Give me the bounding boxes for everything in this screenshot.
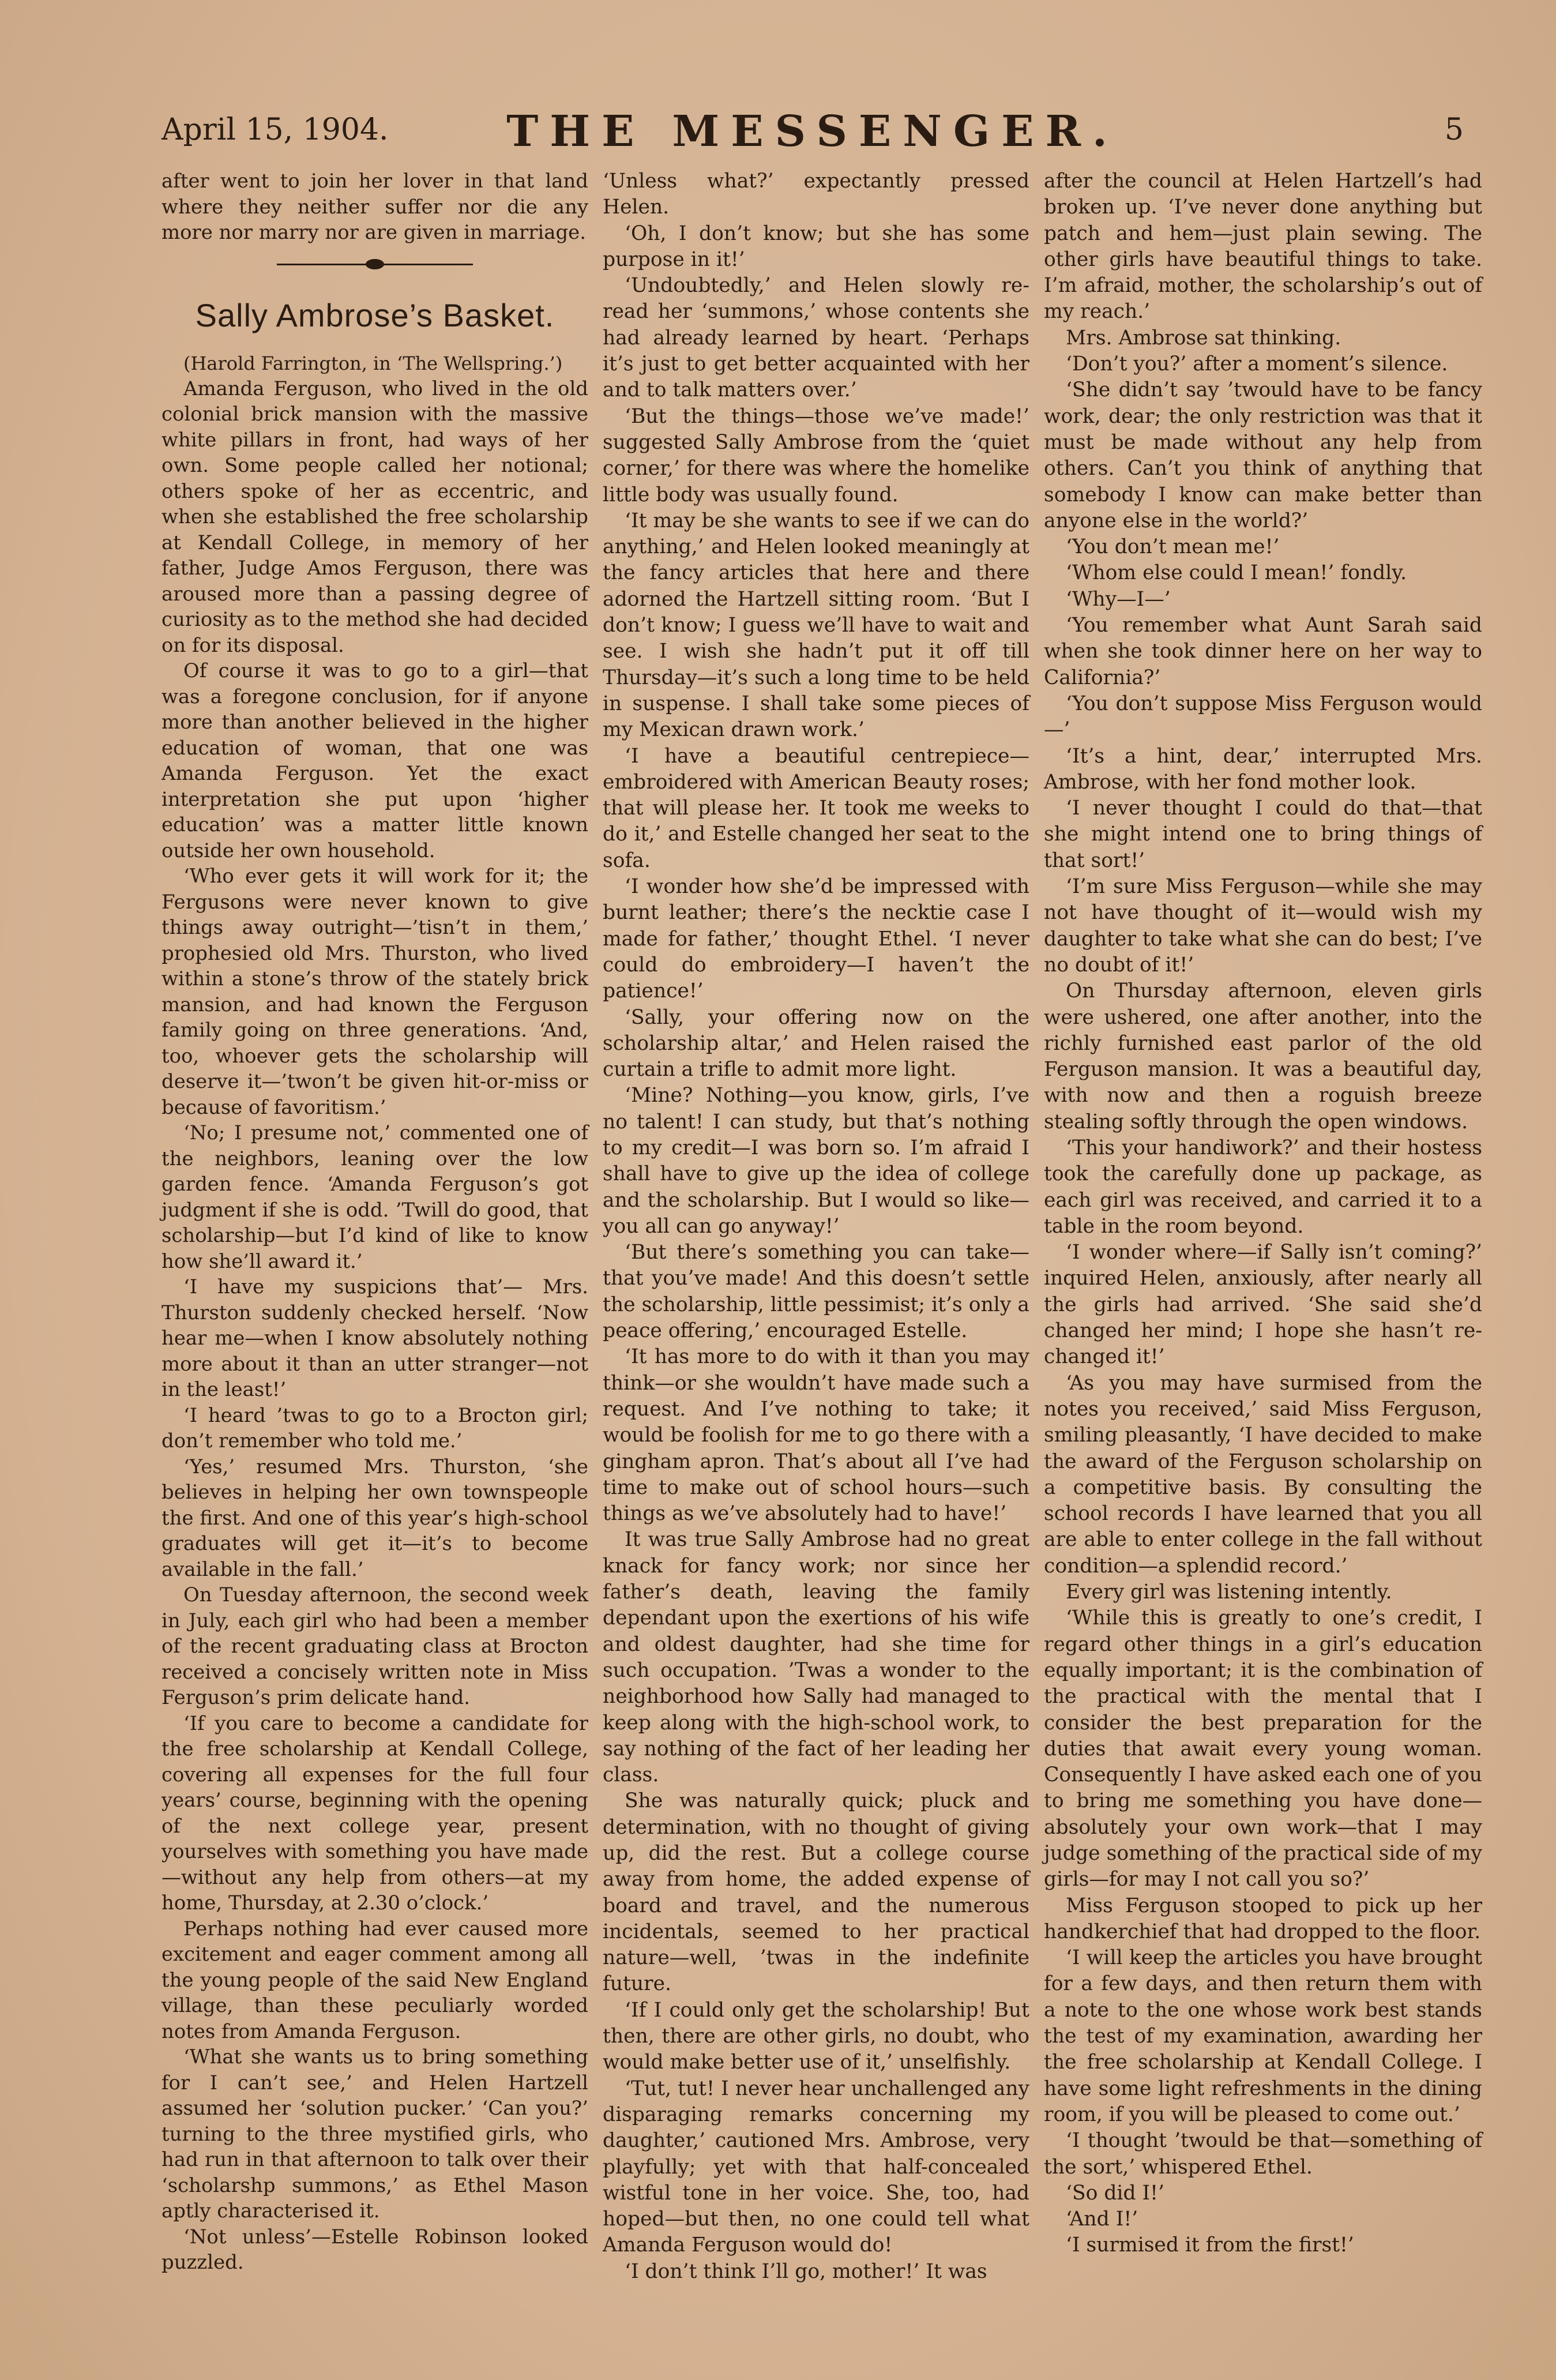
page-number: 5	[1444, 112, 1464, 147]
paragraph: Amanda Ferguson, who lived in the old colonial brick mansion with the massive white pillars in front, had ways of her own. Some people called her notional; others spoke of her as eccentric, and when she established the free scholarship at Kendall College, in memory of her father, Judge Amos Ferguson, there was aroused more than a passing degree of curiosity as to the method she had decided on for its disposal.	[161, 377, 588, 656]
masthead	[161, 107, 1464, 159]
paragraph: Miss Ferguson stooped to pick up her handkerchief that had dropped to the floor.	[1044, 1894, 1482, 1943]
paragraph: ‘It may be she wants to see if we can do anything,’ and Helen looked meaningly at the fancy articles that here and there adorned the Hartzell sitting room. ‘But I don’t know; I guess we’ll have to wait and see. I wish she hadn’t put it off till Thursday—it’s such a long time to be held in suspense. I shall take some pieces of my Mexican drawn work.’	[603, 509, 1029, 742]
paragraph: after the council at Helen Hartzell’s had broken up. ‘I’ve never done anything but patch and hem—just plain sewing. The other girls have beautiful things to take. I’m afraid, mother, the scholarship’s out of my reach.’	[1044, 170, 1482, 324]
paragraph: ‘Sally, your offering now on the scholarship altar,’ and Helen raised the curtain a trifle to admit more light.	[603, 1005, 1029, 1082]
paragraph: ‘This your handiwork?’ and their hostess took the carefully done up package, as each girl was received, and carried it to a table in the room beyond.	[1044, 1136, 1482, 1238]
paragraph: ‘She didn’t say ’twould have to be fancy work, dear; the only restriction was that it must be made without any help from others. Can’t you think of anything that somebody I know can make better than anyone else in the world?’	[1044, 378, 1482, 532]
paragraph: She was naturally quick; pluck and determination, with no thought of giving up, did the rest. But a college course away from home, the added expense of board and travel, and the numerous incidentals, seemed to her practical nature—well, ’twas in the indefinite future.	[603, 1789, 1029, 1996]
paragraph: ‘I will keep the articles you have brought for a few days, and then return them with a note to the one whose work best stands the test of my examination, awarding her the free scholarship at Kendall College. I have some light refreshments in the dining room, if you will be pleased to come out.’	[1044, 1946, 1482, 2126]
paragraph: ‘I’m sure Miss Ferguson—while she may not have thought of it—would wish my daughter to take what she can do best; I’ve no doubt of it!’	[1044, 875, 1482, 977]
paragraph: It was true Sally Ambrose had no great knack for fancy work; nor since her father’s death, leaving the family dependant upon the exertions of his wife and oldest daughter, had she time for such occupation. ’Twas a wonder to the neighborhood how Sally had managed to keep along with the high-school work, to say nothing of the fact of her leading her class.	[603, 1528, 1029, 1787]
paragraph: ‘Mine? Nothing—you know, girls, I’ve no talent! I can study, but that’s nothing to my credit—I was born so. I’m afraid I shall have to give up the idea of college and the scholarship. But I would so like—you all can go anyway!’	[603, 1084, 1029, 1238]
paragraph: ‘You don’t mean me!’	[1066, 535, 1280, 559]
paragraph: ‘So did I!’	[1066, 2181, 1164, 2205]
paragraph: ‘I never thought I could do that—that she might intend one to bring things of that sort!’	[1044, 797, 1482, 872]
paragraph: ‘No; I presume not,’ commented one of the neighbors, leaning over the low garden fence. ‘Amanda Ferguson’s got judgment if she is odd. ’Twill do good, that scholarship—but I’d kind of like to know how she’ll award it.’	[161, 1121, 588, 1272]
paragraph: ‘Not unless’—Estelle Robinson looked puzzled.	[161, 2225, 588, 2273]
paragraph: ‘Undoubtedly,’ and Helen slowly re-read her ‘summons,’ whose contents she had already learned by heart. ‘Perhaps it’s just to get better acquainted with her and to talk matters over.’	[603, 274, 1029, 402]
column-3-paragraphs	[1044, 168, 1482, 2259]
paragraph: ‘If I could only get the scholarship! But then, there are other girls, no doubt, who would make better use of it,’ unselfishly.	[603, 1998, 1029, 2074]
paragraph: ‘While this is greatly to one’s credit, I regard other things in a girl’s education equally important; it is the combination of the practical with the mental that I consider the best preparation for the duties that await every young woman. Consequently I have asked each one of you to bring me something you have done—absolutely your own work—that I may judge something of the practical side of my girls—for may I not call you so?’	[1044, 1606, 1482, 1891]
column-2	[603, 168, 1029, 2285]
paragraph: ‘I wonder how she’d be impressed with burnt leather; there’s the necktie case I made for father,’ thought Ethel. ‘I never could do embroidery—I haven’t the patience!’	[603, 875, 1029, 1003]
column-1	[161, 168, 588, 2276]
column-1-paragraphs	[161, 376, 588, 2276]
paragraph: Every girl was listening intently.	[1066, 1581, 1392, 1604]
paragraph: ‘Why—I—’	[1066, 587, 1171, 611]
previous-story-ending: after went to join her lover in that land where they neither suffer nor die any more nor marry nor are given in marriage.	[161, 170, 588, 243]
paragraph: ‘Don’t you?’ after a moment’s silence.	[1066, 352, 1448, 376]
paragraph: ‘Who ever gets it will work for it; the Fergusons were never known to give things away outright—’tisn’t in them,’ prophesied old Mrs. Thurston, who lived within a stone’s throw of the stately brick mansion, and had known the Ferguson family going on three generations. ‘And, too, whoever gets the scholarship will deserve it—’twon’t be given hit-or-miss or because of favoritism.’	[161, 865, 588, 1118]
paragraph: ‘You don’t suppose Miss Ferguson would—’	[1044, 692, 1482, 742]
paragraph: On Thursday afternoon, eleven girls were ushered, one after another, into the richly furnished east parlor of the old Ferguson mansion. It was a beautiful day, with now and then a roguish breeze stealing softly through the open windows.	[1044, 979, 1482, 1133]
paragraph: ‘I thought ’twould be that—something of the sort,’ whispered Ethel.	[1044, 2129, 1482, 2179]
paragraph: Mrs. Ambrose sat thinking.	[1066, 326, 1341, 350]
paragraph: Of course it was to go to a girl—that was a foregone conclusion, for if anyone more than another believed in the higher education of woman, that one was Amanda Ferguson. Yet the exact interpretation she put upon ‘higher education’ was a matter little known outside her own household.	[161, 659, 588, 862]
paragraph: ‘It has more to do with it than you may think—or she wouldn’t have made such a request. And I’ve nothing to take; it would be foolish for me to go there with a gingham apron. That’s about all I’ve had time to make out of school hours—such things as we’ve absolutely had to have!’	[603, 1345, 1029, 1526]
paragraph: On Tuesday afternoon, the second week in July, each girl who had been a member of the recent graduating class at Brocton received a concisely written note in Miss Ferguson’s prim delicate hand.	[161, 1583, 588, 1709]
paragraph: ‘But there’s something you can take—that you’ve made! And this doesn’t settle the scholarship, little pessimist; it’s only a peace offering,’ encouraged Estelle.	[603, 1241, 1029, 1343]
paragraph: ‘Tut, tut! I never hear unchallenged any disparaging remarks concerning my daughter,’ cautioned Mrs. Ambrose, very playfully; yet with that half-concealed wistful tone in her voice. She, too, had hoped—but then, no one could tell what Amanda Ferguson would do!	[603, 2077, 1029, 2257]
paragraph: ‘I heard ’twas to go to a Brocton girl; don’t remember who told me.’	[161, 1403, 588, 1452]
paragraph: ‘I have a beautiful centrepiece—embroidered with American Beauty roses; that will please her. It took me weeks to do it,’ and Estelle changed her seat to the sofa.	[603, 744, 1029, 872]
paragraph: ‘Whom else could I mean!’ fondly.	[1066, 561, 1407, 585]
paragraph: ‘I surmised it from the first!’	[1066, 2233, 1354, 2257]
column-2-paragraphs	[603, 168, 1029, 2285]
paragraph: ‘If you care to become a candidate for the free scholarship at Kendall College, covering all expenses for the full four years’ course, beginning with the opening of the next college year, present yourselves with something you have made—without any help from others—at my home, Thursday, at 2.30 o’clock.’	[161, 1711, 588, 1914]
paragraph: ‘But the things—those we’ve made!’ suggested Sally Ambrose from the ‘quiet corner,’ for there was where the homelike little body was usually found.	[603, 404, 1029, 506]
paragraph: ‘Oh, I don’t know; but she has some purpose in it!’	[603, 222, 1029, 271]
paragraph: ‘Yes,’ resumed Mrs. Thurston, ‘she believes in helping her own townspeople the first. And one of this year’s high-school graduates will get it—it’s to become available in the fall.’	[161, 1455, 588, 1581]
paragraph: ‘What she wants us to bring something for I can’t see,’ and Helen Hartzell assumed her ‘solution pucker.’ ‘Can you?’ turning to the three mystified girls, who had run in that afternoon to talk over their ‘scholarshp summons,’ as Ethel Mason aptly characterised it.	[161, 2045, 588, 2222]
paragraph: ‘It’s a hint, dear,’ interrupted Mrs. Ambrose, with her fond mother look.	[1044, 744, 1482, 794]
paragraph: ‘I don’t think I’ll go, mother!’ It was	[625, 2259, 987, 2283]
story-byline: (Harold Farrington, in ‘The Wellspring.’)	[183, 352, 563, 374]
paragraph: ‘You remember what Aunt Sarah said when she took dinner here on her way to California?’	[1044, 614, 1482, 689]
paragraph: ‘Unless what?’ expectantly pressed Helen.	[603, 170, 1029, 219]
paragraph: ‘I have my suspicions that’— Mrs. Thurston suddenly checked herself. ‘Now hear me—when I know absolutely nothing more about it than an utter stranger—not in the least!’	[161, 1275, 588, 1401]
issue-date: April 15, 1904.	[161, 112, 389, 147]
story-title: Sally Ambrose’s Basket.	[195, 296, 555, 333]
paragraph: ‘As you may have surmised from the notes you received,’ said Miss Ferguson, smiling pleasantly, ‘I have decided to make the award of the Ferguson scholarship on a competitive basis. By consulting the school records I have learned that you all are able to enter college in the fall without condition—a splendid record.’	[1044, 1371, 1482, 1578]
paragraph: Perhaps nothing had ever caused more excitement and eager comment among all the young people of the said New England village, than these peculiarly worded notes from Amanda Ferguson.	[161, 1917, 588, 2043]
paragraph: ‘And I!’	[1066, 2208, 1138, 2231]
section-divider	[161, 254, 588, 275]
newspaper-title: THE MESSENGER.	[506, 107, 1119, 156]
paragraph: ‘I wonder where—if Sally isn’t coming?’ inquired Helen, anxiously, after nearly all the girls had arrived. ‘She said she’d changed her mind; I hope she hasn’t re-changed it!’	[1044, 1241, 1482, 1369]
column-3	[1044, 168, 1482, 2259]
